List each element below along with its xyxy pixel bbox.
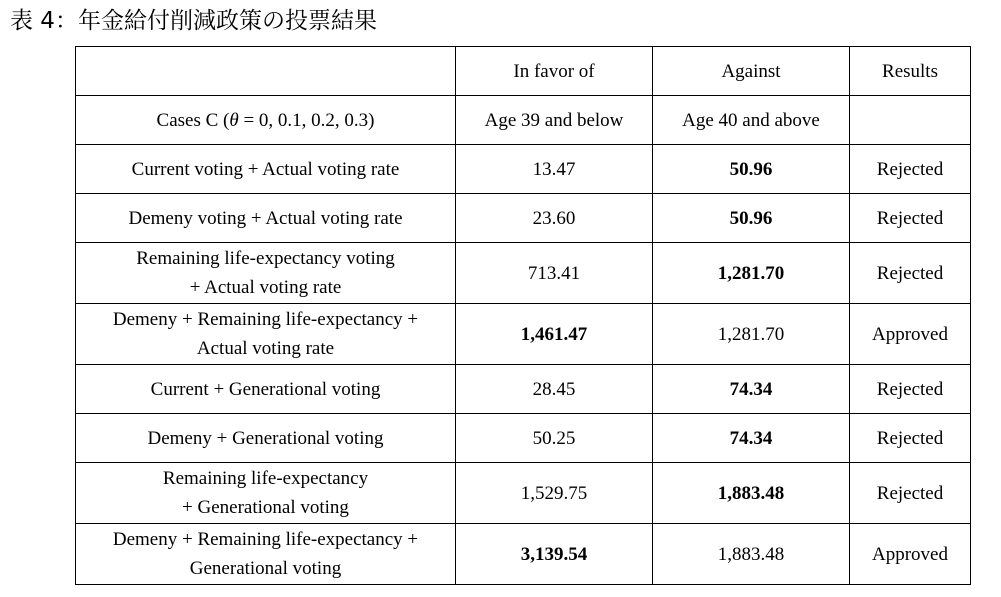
case-label: Demeny + Generational voting <box>76 414 456 463</box>
table-row <box>76 145 971 194</box>
header-against: Against <box>653 47 850 96</box>
header-results: Results <box>850 47 971 96</box>
in-favor-value: 13.47 <box>456 145 653 194</box>
result-value: Rejected <box>850 414 971 463</box>
case-label: Remaining life-expectancy + Generational voting <box>76 463 456 524</box>
cases-label <box>76 96 456 145</box>
result-value: Approved <box>850 524 971 585</box>
case-label: Current voting + Actual voting rate <box>76 145 456 194</box>
table-row <box>76 414 971 463</box>
theta-symbol: θ <box>229 109 239 131</box>
against-value: 50.96 <box>653 194 850 243</box>
against-value: 1,883.48 <box>653 463 850 524</box>
in-favor-value: 3,139.54 <box>456 524 653 585</box>
case-label: Demeny voting + Actual voting rate <box>76 194 456 243</box>
table-row <box>76 243 971 304</box>
cases-results-blank <box>850 96 971 145</box>
against-value: 50.96 <box>653 145 850 194</box>
header-blank-cell <box>76 47 456 96</box>
against-value: 1,281.70 <box>653 304 850 365</box>
against-value: 74.34 <box>653 365 850 414</box>
in-favor-value: 50.25 <box>456 414 653 463</box>
table-row <box>76 524 971 585</box>
table-row <box>76 194 971 243</box>
case-label: Demeny + Remaining life-expectancy + Actual voting rate <box>76 304 456 365</box>
case-label: Demeny + Remaining life-expectancy + Generational voting <box>76 524 456 585</box>
table-row <box>76 304 971 365</box>
in-favor-value: 1,529.75 <box>456 463 653 524</box>
header-row <box>76 47 971 96</box>
header-in-favor: In favor of <box>456 47 653 96</box>
against-value: 1,281.70 <box>653 243 850 304</box>
in-favor-value: 713.41 <box>456 243 653 304</box>
case-label: Remaining life-expectancy voting + Actual voting rate <box>76 243 456 304</box>
in-favor-group: Age 39 and below <box>456 96 653 145</box>
against-value: 74.34 <box>653 414 850 463</box>
result-value: Rejected <box>850 194 971 243</box>
table-row <box>76 463 971 524</box>
cases-label-open: ( <box>223 109 230 131</box>
in-favor-value: 23.60 <box>456 194 653 243</box>
against-value: 1,883.48 <box>653 524 850 585</box>
result-value: Rejected <box>850 145 971 194</box>
in-favor-value: 28.45 <box>456 365 653 414</box>
table-row <box>76 365 971 414</box>
against-group: Age 40 and above <box>653 96 850 145</box>
voting-results-table <box>75 46 971 585</box>
cases-label-prefix: Cases C <box>156 109 219 131</box>
result-value: Approved <box>850 304 971 365</box>
in-favor-value: 1,461.47 <box>456 304 653 365</box>
result-value: Rejected <box>850 365 971 414</box>
result-value: Rejected <box>850 243 971 304</box>
result-value: Rejected <box>850 463 971 524</box>
cases-row <box>76 96 971 145</box>
cases-label-suffix: = 0, 0.1, 0.2, 0.3) <box>243 109 375 131</box>
case-label: Current + Generational voting <box>76 365 456 414</box>
table-caption: 表 4：年金給付削減政策の投票結果 <box>10 8 377 34</box>
